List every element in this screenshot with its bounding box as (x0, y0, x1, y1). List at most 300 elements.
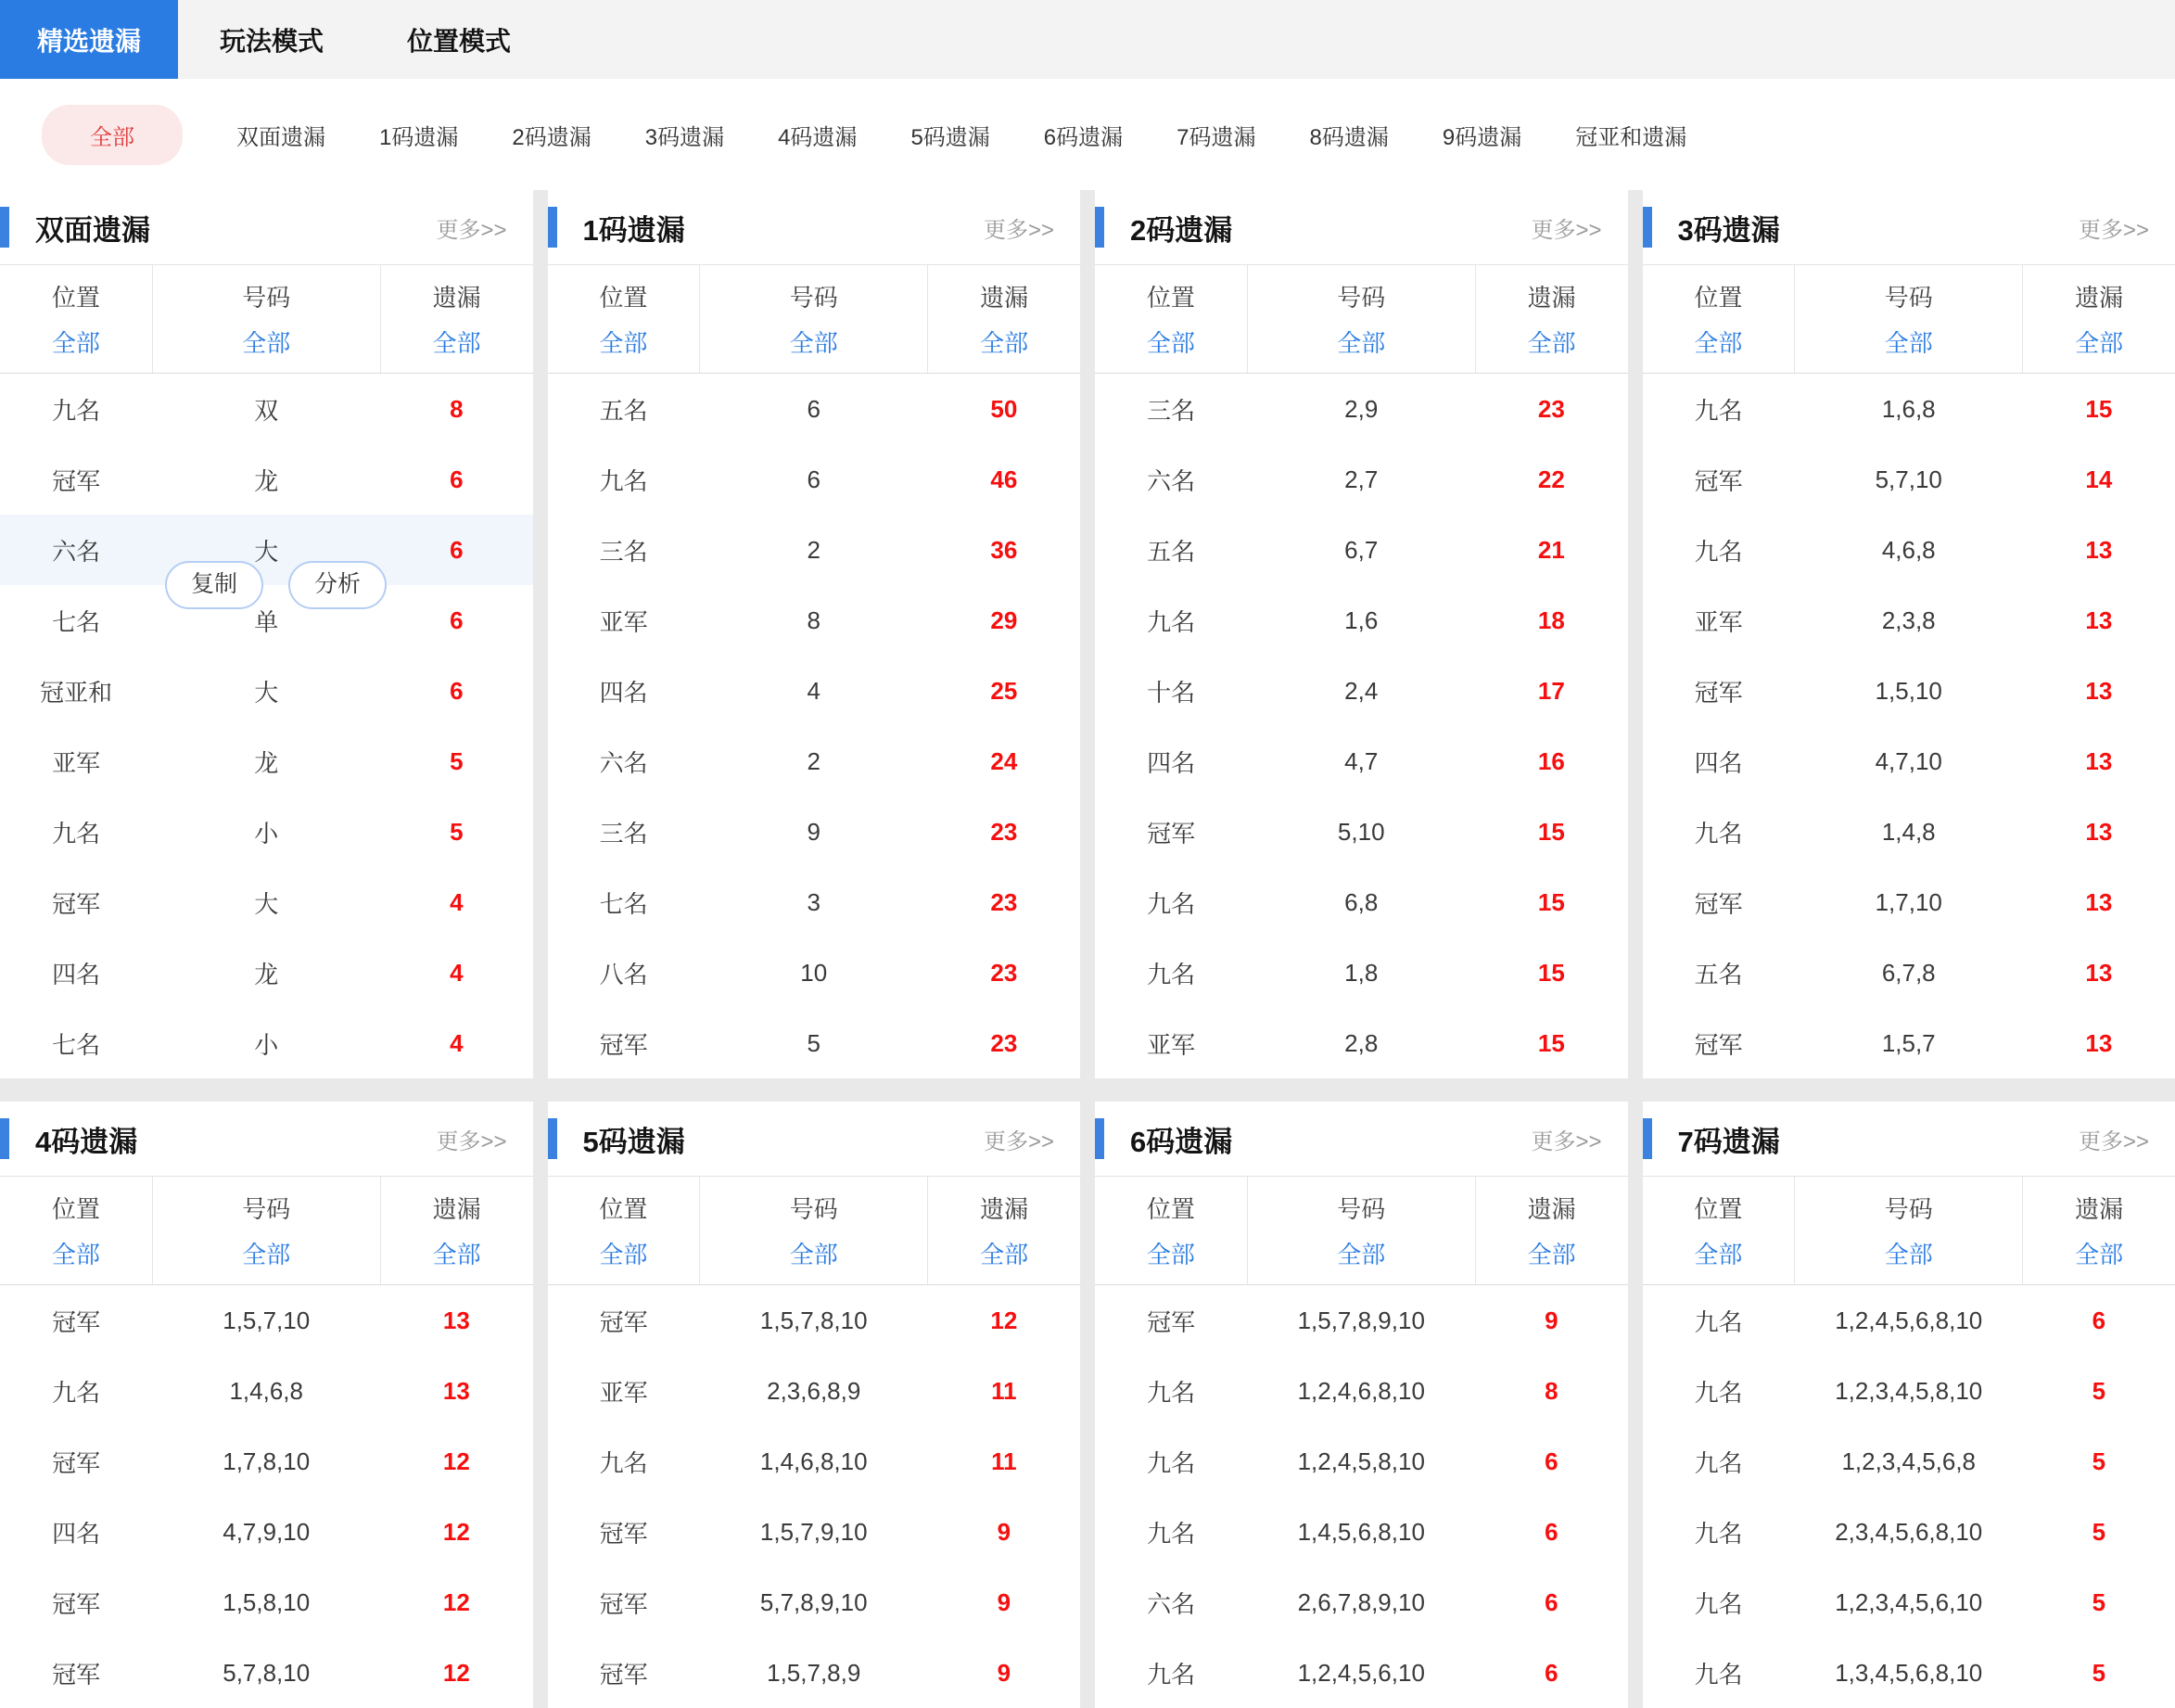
position-header (0, 265, 153, 373)
omission-header-label: 遗漏 (2075, 279, 2123, 313)
position-cell: 六名 (1095, 1586, 1247, 1620)
omission-cell: 5 (380, 747, 532, 776)
omission-cell: 11 (928, 1377, 1080, 1406)
table-row[interactable] (548, 1008, 1081, 1078)
table-row[interactable] (1095, 726, 1628, 797)
table-row[interactable] (1095, 1356, 1628, 1426)
position-cell: 九名 (1095, 1656, 1247, 1690)
table-body (548, 1285, 1081, 1708)
panel (1095, 1102, 1628, 1708)
omission-cell: 22 (1475, 465, 1627, 494)
number-header (1248, 265, 1476, 373)
number-filter-all[interactable]: 全部 (242, 1236, 290, 1270)
position-cell: 冠军 (548, 1026, 700, 1061)
panel-table (1095, 1176, 1628, 1708)
panel-title: 1码遗漏 (583, 207, 685, 249)
table-row[interactable] (548, 1356, 1081, 1426)
table-row[interactable] (1095, 1285, 1628, 1356)
table-row[interactable] (1643, 797, 2175, 867)
number-filter-all[interactable]: 全部 (1337, 1236, 1385, 1270)
panel-table (1643, 1176, 2175, 1708)
number-cell: 5,7,8,10 (152, 1659, 380, 1688)
omission-cell: 16 (1475, 747, 1627, 776)
table-row[interactable] (548, 726, 1081, 797)
position-filter-all[interactable]: 全部 (52, 1236, 100, 1270)
position-cell: 亚军 (548, 1374, 700, 1408)
position-cell: 冠军 (548, 1656, 700, 1690)
position-cell: 四名 (548, 674, 700, 708)
panel (1643, 190, 2175, 1078)
position-header-label: 位置 (599, 1191, 647, 1225)
filter-item[interactable]: 1码遗漏 (379, 119, 458, 151)
table-row[interactable] (548, 797, 1081, 867)
table-row[interactable] (1643, 515, 2175, 585)
more-link[interactable]: 更多>> (1531, 1123, 1601, 1155)
position-cell: 冠军 (1643, 1026, 1795, 1061)
panel-title-bar (0, 190, 533, 264)
omission-header-label: 遗漏 (2075, 1191, 2123, 1225)
omission-cell: 5 (2023, 1659, 2175, 1688)
table-row[interactable] (548, 867, 1081, 937)
table-body (548, 374, 1081, 1078)
number-cell: 1,5,7,8,9,10 (1247, 1306, 1475, 1335)
table-row[interactable] (0, 1008, 533, 1078)
number-cell: 1,2,4,5,8,10 (1247, 1447, 1475, 1476)
table-row[interactable] (0, 937, 533, 1008)
table-row[interactable] (548, 515, 1081, 585)
position-cell: 九名 (548, 1445, 700, 1479)
number-cell: 1,3,4,5,6,8,10 (1795, 1659, 2023, 1688)
omission-filter-all[interactable]: 全部 (1528, 325, 1576, 359)
omission-header (2023, 1177, 2175, 1284)
table-row[interactable] (1095, 1008, 1628, 1078)
table-row[interactable] (1643, 1008, 2175, 1078)
number-cell: 5 (700, 1029, 928, 1058)
number-cell: 2,3,4,5,6,8,10 (1795, 1518, 2023, 1547)
table-row[interactable] (0, 1426, 533, 1497)
omission-cell: 6 (380, 465, 532, 494)
filter-item[interactable]: 9码遗漏 (1443, 119, 1521, 151)
table-row[interactable] (1095, 937, 1628, 1008)
table-header (1643, 264, 2175, 374)
panel (548, 1102, 1081, 1708)
position-cell: 三名 (548, 533, 700, 567)
position-cell: 九名 (1643, 1304, 1795, 1338)
position-cell: 九名 (1643, 1445, 1795, 1479)
number-cell: 1,5,10 (1795, 677, 2023, 706)
position-cell: 九名 (1643, 815, 1795, 849)
number-filter-all[interactable]: 全部 (1337, 325, 1385, 359)
filter-item[interactable]: 冠亚和遗漏 (1575, 119, 1686, 151)
omission-cell: 29 (928, 606, 1080, 635)
table-row[interactable] (1095, 1497, 1628, 1567)
position-cell: 四名 (1095, 745, 1247, 779)
number-cell: 2,3,6,8,9 (700, 1377, 928, 1406)
more-link[interactable]: 更多>> (436, 1123, 506, 1155)
omission-header (1476, 1177, 1628, 1284)
omission-filter-all[interactable]: 全部 (433, 1236, 481, 1270)
position-header (548, 1177, 701, 1284)
number-cell: 1,8 (1247, 959, 1475, 988)
position-cell: 冠军 (0, 1586, 152, 1620)
number-cell: 小 (152, 815, 380, 849)
more-link[interactable]: 更多>> (1531, 211, 1601, 244)
omission-filter-all[interactable]: 全部 (433, 325, 481, 359)
position-filter-all[interactable]: 全部 (1147, 1236, 1195, 1270)
table-row[interactable] (1095, 867, 1628, 937)
table-body (0, 1285, 533, 1708)
position-cell: 七名 (0, 1026, 152, 1061)
accent-bar (1095, 1118, 1104, 1159)
omission-cell: 5 (2023, 1377, 2175, 1406)
table-row[interactable] (1643, 867, 2175, 937)
table-row[interactable] (1643, 1426, 2175, 1497)
number-cell: 2,4 (1247, 677, 1475, 706)
omission-header-label: 遗漏 (433, 279, 481, 313)
panel-title: 6码遗漏 (1130, 1118, 1232, 1160)
table-row[interactable] (1095, 444, 1628, 515)
position-header-label: 位置 (599, 279, 647, 313)
more-link[interactable]: 更多>> (436, 211, 506, 244)
table-row[interactable] (1095, 1426, 1628, 1497)
position-cell: 九名 (1095, 1445, 1247, 1479)
table-header (1095, 1176, 1628, 1285)
panel-title-bar (548, 1102, 1081, 1176)
omission-cell: 23 (1475, 395, 1627, 424)
number-filter-all[interactable]: 全部 (790, 1236, 838, 1270)
number-cell: 1,7,10 (1795, 888, 2023, 917)
position-cell: 三名 (1095, 392, 1247, 427)
omission-filter-all[interactable]: 全部 (2075, 325, 2123, 359)
omission-cell: 6 (1475, 1518, 1627, 1547)
analyze-button[interactable]: 分析 (288, 561, 387, 609)
number-cell: 2,6,7,8,9,10 (1247, 1588, 1475, 1617)
filter-item[interactable]: 4码遗漏 (778, 119, 857, 151)
position-cell: 四名 (0, 1515, 152, 1549)
position-header (1643, 265, 1796, 373)
number-cell: 1,2,3,4,5,6,10 (1795, 1588, 2023, 1617)
omission-cell: 23 (928, 959, 1080, 988)
table-row[interactable] (1095, 374, 1628, 444)
number-cell: 大 (152, 886, 380, 920)
number-header (700, 265, 928, 373)
position-filter-all[interactable]: 全部 (599, 1236, 647, 1270)
filter-item[interactable]: 3码遗漏 (645, 119, 724, 151)
number-cell: 3 (700, 888, 928, 917)
omission-filter-all[interactable]: 全部 (980, 1236, 1028, 1270)
tab-play-mode[interactable]: 玩法模式 (178, 0, 365, 79)
position-cell: 亚军 (1095, 1026, 1247, 1061)
table-row[interactable] (1095, 797, 1628, 867)
number-cell: 1,2,4,6,8,10 (1247, 1377, 1475, 1406)
position-cell: 五名 (1095, 533, 1247, 567)
table-row[interactable] (548, 585, 1081, 656)
filter-item[interactable]: 5码遗漏 (910, 119, 989, 151)
table-row[interactable] (1095, 656, 1628, 726)
table-row[interactable] (0, 1567, 533, 1638)
position-filter-all[interactable]: 全部 (1147, 325, 1195, 359)
table-row[interactable] (0, 726, 533, 797)
omission-header-label: 遗漏 (980, 279, 1028, 313)
number-filter-all[interactable]: 全部 (1885, 1236, 1933, 1270)
panel-title: 4码遗漏 (35, 1118, 137, 1160)
filter-item[interactable]: 8码遗漏 (1310, 119, 1389, 151)
number-cell: 2 (700, 747, 928, 776)
table-row[interactable] (0, 867, 533, 937)
number-cell: 1,5,7 (1795, 1029, 2023, 1058)
table-row[interactable] (0, 797, 533, 867)
number-cell: 4,6,8 (1795, 536, 2023, 565)
omission-header-label: 遗漏 (1528, 1191, 1576, 1225)
more-link[interactable]: 更多>> (984, 1123, 1054, 1155)
omission-cell: 13 (2023, 959, 2175, 988)
table-row[interactable] (1643, 444, 2175, 515)
filter-item[interactable]: 7码遗漏 (1177, 119, 1255, 151)
omission-cell: 14 (2023, 465, 2175, 494)
number-filter-all[interactable]: 全部 (242, 325, 290, 359)
filter-item[interactable]: 双面遗漏 (236, 119, 325, 151)
position-cell: 冠军 (1095, 815, 1247, 849)
omission-cell: 21 (1475, 536, 1627, 565)
panel (1643, 1102, 2175, 1708)
position-cell: 冠军 (1643, 886, 1795, 920)
position-cell: 五名 (548, 392, 700, 427)
number-cell: 1,4,6,8,10 (700, 1447, 928, 1476)
position-cell: 九名 (0, 815, 152, 849)
omission-header (381, 265, 533, 373)
omission-cell: 9 (928, 1588, 1080, 1617)
number-cell: 1,6 (1247, 606, 1475, 635)
omission-cell: 15 (1475, 959, 1627, 988)
panel-title: 2码遗漏 (1130, 207, 1232, 249)
omission-header (928, 265, 1080, 373)
position-cell: 亚军 (548, 604, 700, 638)
number-header (1795, 1177, 2023, 1284)
omission-header (2023, 265, 2175, 373)
number-cell: 2,9 (1247, 395, 1475, 424)
omission-cell: 23 (928, 888, 1080, 917)
table-row[interactable] (1643, 1356, 2175, 1426)
panel (0, 1102, 533, 1708)
position-filter-all[interactable]: 全部 (1694, 1236, 1742, 1270)
position-header-label: 位置 (1147, 1191, 1195, 1225)
table-row[interactable] (548, 1426, 1081, 1497)
number-filter-all[interactable]: 全部 (1885, 325, 1933, 359)
number-cell: 10 (700, 959, 928, 988)
panel (0, 190, 533, 1078)
omission-cell: 13 (2023, 888, 2175, 917)
number-cell: 4,7,10 (1795, 747, 2023, 776)
filter-item[interactable]: 2码遗漏 (512, 119, 591, 151)
table-row[interactable] (1095, 1567, 1628, 1638)
table-row[interactable] (1095, 1638, 1628, 1708)
number-cell: 5,7,8,9,10 (700, 1588, 928, 1617)
number-cell: 1,5,7,8,9 (700, 1659, 928, 1688)
table-row[interactable] (0, 1497, 533, 1567)
omission-cell: 12 (380, 1659, 532, 1688)
table-row[interactable] (548, 656, 1081, 726)
number-cell: 6,7,8 (1795, 959, 2023, 988)
omission-cell: 12 (380, 1588, 532, 1617)
number-cell: 2,8 (1247, 1029, 1475, 1058)
omission-cell: 6 (380, 606, 532, 635)
omission-cell: 9 (1475, 1306, 1627, 1335)
omission-filter-all[interactable]: 全部 (980, 325, 1028, 359)
filter-item[interactable]: 6码遗漏 (1044, 119, 1123, 151)
table-row[interactable] (0, 374, 533, 444)
more-link[interactable]: 更多>> (2079, 1123, 2149, 1155)
position-filter-all[interactable]: 全部 (1694, 325, 1742, 359)
table-row[interactable] (1095, 585, 1628, 656)
accent-bar (1643, 207, 1652, 248)
panel-title-bar (1643, 1102, 2175, 1176)
number-filter-all[interactable]: 全部 (790, 325, 838, 359)
position-header (548, 265, 701, 373)
accent-bar (1643, 1118, 1652, 1159)
table-row[interactable] (1643, 726, 2175, 797)
position-cell: 八名 (548, 956, 700, 990)
more-link[interactable]: 更多>> (984, 211, 1054, 244)
position-cell: 三名 (548, 815, 700, 849)
position-header (1095, 1177, 1248, 1284)
omission-cell: 6 (1475, 1447, 1627, 1476)
table-row[interactable] (1643, 1567, 2175, 1638)
tab-featured-omission[interactable]: 精选遗漏 (0, 0, 178, 79)
position-filter-all[interactable]: 全部 (599, 325, 647, 359)
table-row[interactable] (1095, 515, 1628, 585)
position-cell: 冠军 (1095, 1304, 1247, 1338)
omission-cell: 15 (1475, 888, 1627, 917)
omission-cell: 6 (1475, 1659, 1627, 1688)
omission-header (381, 1177, 533, 1284)
number-header (1795, 265, 2023, 373)
table-row[interactable] (1643, 937, 2175, 1008)
accent-bar (0, 1118, 9, 1159)
panel-title: 3码遗漏 (1678, 207, 1780, 249)
table-row[interactable] (0, 1638, 533, 1708)
number-header-label: 号码 (1885, 279, 1933, 313)
omission-header (928, 1177, 1080, 1284)
number-cell: 6 (700, 465, 928, 494)
number-header-label: 号码 (1337, 279, 1385, 313)
position-cell: 九名 (1095, 956, 1247, 990)
omission-cell: 13 (2023, 536, 2175, 565)
panel-title-bar (1095, 1102, 1628, 1176)
omission-cell: 6 (380, 677, 532, 706)
position-header (1095, 265, 1248, 373)
table-row[interactable] (548, 1638, 1081, 1708)
table-row[interactable] (0, 1285, 533, 1356)
panel-title-bar (548, 190, 1081, 264)
position-cell: 九名 (1095, 886, 1247, 920)
panel (1095, 190, 1628, 1078)
copy-button[interactable]: 复制 (165, 561, 263, 609)
position-header-label: 位置 (52, 279, 100, 313)
row-context-buttons (165, 561, 387, 609)
table-row[interactable] (0, 1356, 533, 1426)
panel-title-bar (1095, 190, 1628, 264)
position-cell: 四名 (0, 956, 152, 990)
number-cell: 大 (152, 533, 380, 567)
table-row[interactable] (548, 1497, 1081, 1567)
omission-cell: 18 (1475, 606, 1627, 635)
table-row[interactable] (548, 937, 1081, 1008)
panels-grid (0, 190, 2175, 1708)
position-cell: 九名 (1643, 1515, 1795, 1549)
panel-title: 5码遗漏 (583, 1118, 685, 1160)
position-cell: 九名 (1643, 1586, 1795, 1620)
omission-header (1476, 265, 1628, 373)
number-cell: 1,7,8,10 (152, 1447, 380, 1476)
table-row[interactable] (0, 656, 533, 726)
position-cell: 冠军 (0, 886, 152, 920)
position-cell: 九名 (1095, 604, 1247, 638)
number-cell: 龙 (152, 463, 380, 497)
table-row[interactable] (1643, 374, 2175, 444)
panel-table (548, 1176, 1081, 1708)
position-cell: 亚军 (1643, 604, 1795, 638)
position-cell: 九名 (1643, 533, 1795, 567)
table-row[interactable] (548, 1567, 1081, 1638)
number-cell: 5,7,10 (1795, 465, 2023, 494)
number-header (1248, 1177, 1476, 1284)
table-row[interactable] (1643, 1497, 2175, 1567)
table-row[interactable] (1643, 656, 2175, 726)
omission-cell: 6 (2023, 1306, 2175, 1335)
omission-cell: 6 (1475, 1588, 1627, 1617)
omission-cell: 25 (928, 677, 1080, 706)
number-cell: 4,7,9,10 (152, 1518, 380, 1547)
table-row[interactable] (1643, 585, 2175, 656)
number-cell: 6,8 (1247, 888, 1475, 917)
table-row[interactable] (1643, 1285, 2175, 1356)
position-filter-all[interactable]: 全部 (52, 325, 100, 359)
position-cell: 六名 (1095, 463, 1247, 497)
filter-item[interactable]: 全部 (42, 105, 183, 165)
table-body (1643, 374, 2175, 1078)
number-cell: 1,2,4,5,6,8,10 (1795, 1306, 2023, 1335)
panel-table (1643, 264, 2175, 1078)
table-header (1095, 264, 1628, 374)
table-body (1643, 1285, 2175, 1708)
table-row[interactable] (548, 1285, 1081, 1356)
table-row[interactable] (1643, 1638, 2175, 1708)
position-header (0, 1177, 153, 1284)
omission-header-label: 遗漏 (980, 1191, 1028, 1225)
more-link[interactable]: 更多>> (2079, 211, 2149, 244)
omission-cell: 13 (380, 1377, 532, 1406)
number-cell: 2,7 (1247, 465, 1475, 494)
table-row[interactable] (548, 444, 1081, 515)
position-cell: 九名 (1095, 1374, 1247, 1408)
omission-filter-all[interactable]: 全部 (2075, 1236, 2123, 1270)
table-row[interactable] (0, 444, 533, 515)
panel (548, 190, 1081, 1078)
position-cell: 九名 (0, 392, 152, 427)
number-cell: 1,2,4,5,6,10 (1247, 1659, 1475, 1688)
tab-position-mode[interactable]: 位置模式 (365, 0, 553, 79)
omission-cell: 13 (2023, 606, 2175, 635)
position-cell: 十名 (1095, 674, 1247, 708)
accent-bar (0, 207, 9, 248)
omission-cell: 4 (380, 1029, 532, 1058)
position-cell: 九名 (1643, 1374, 1795, 1408)
omission-filter-all[interactable]: 全部 (1528, 1236, 1576, 1270)
table-row[interactable] (548, 374, 1081, 444)
accent-bar (548, 207, 557, 248)
number-cell: 2 (700, 536, 928, 565)
position-cell: 五名 (1643, 956, 1795, 990)
